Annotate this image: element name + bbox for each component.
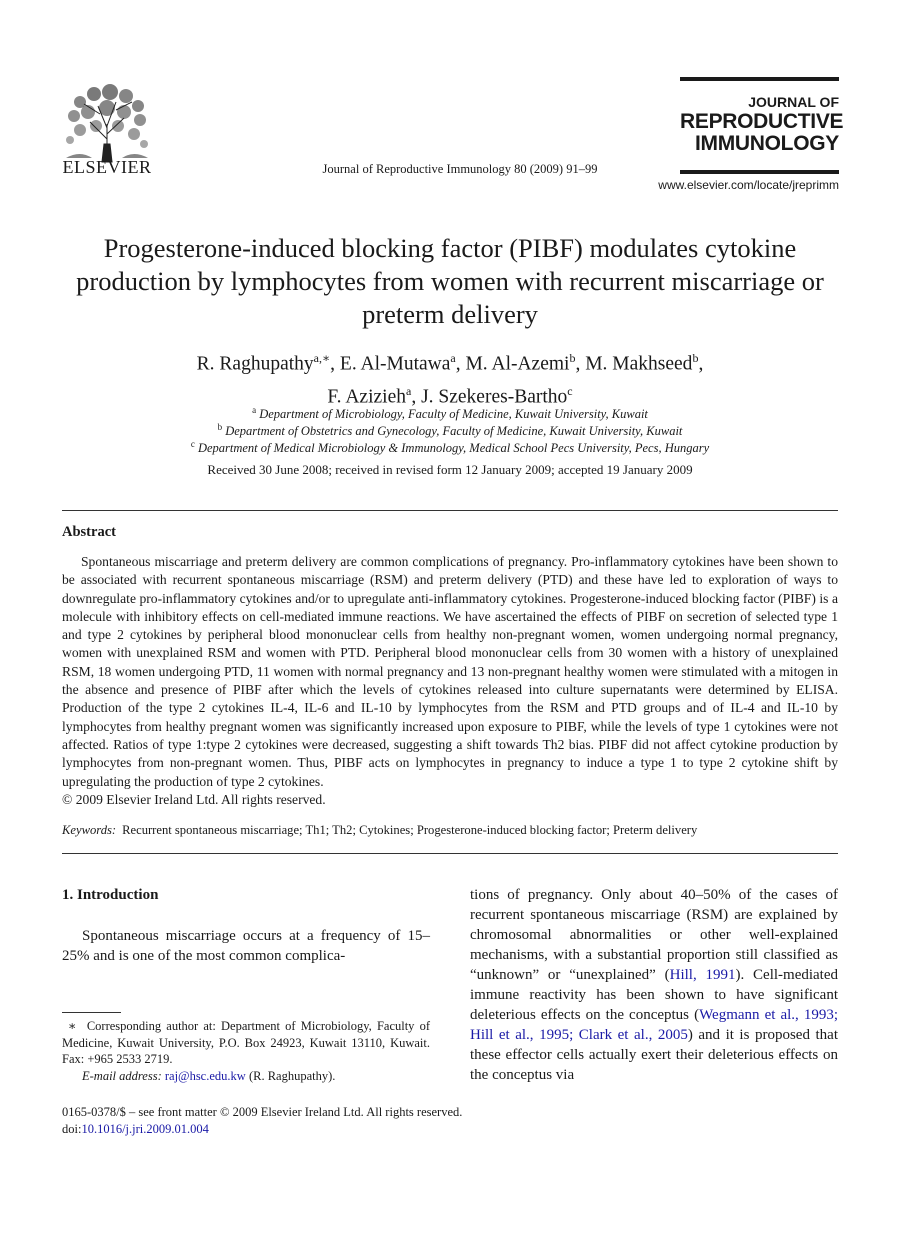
divider xyxy=(62,853,838,854)
divider xyxy=(62,510,838,511)
footnote-marker: ∗ xyxy=(68,1019,77,1033)
citation-link[interactable]: Clark et al., 2005 xyxy=(578,1027,688,1043)
author-name[interactable]: F. Azizieh xyxy=(327,386,406,407)
journal-logo-bottom-bar xyxy=(680,170,839,174)
abstract-body: Spontaneous miscarriage and preterm delivery are common complications of pregnancy. Pro-inflammatory cytokines have been shown to be associated with recurrent spontaneous miscarriage (RSM) and preterm delivery (PTD) and these have led to exploration of ways to downregulate pro-inflammatory cytokines and/or to upregulate anti-inflammatory cytokines. Progesterone-induced blocking factor (PIBF) is a molecule with inhibitory effects on cell-mediated immune reactions. We have ascertained the effects of PIBF on secretion of selected type 1 and type 2 cytokines by peripheral blood mononuclear cells from healthy non-pregnant women, women undergoing normal pregnancy, women with unexplained RSM and women with PTD. Peripheral blood mononuclear cells from 30 women with a history of unexplained RSM, 18 women undergoing PTD, 11 women with normal pregnancy and 13 non-pregnant healthy women were stimulated with a mitogen in the absence and presence of PIBF after which the levels of cytokines released into culture supernatants were determined by ELISA. Production of the type 2 cytokines IL-4, IL-6 and IL-10 by lymphocytes from the RSM and PTD groups and of IL-4 and IL-10 by lymphocytes from healthy pregnant women was significantly increased upon exposure to PIBF, while the levels of type 1 cytokines were not affected. Ratios of type 1:type 2 cytokines were decreased, suggesting a shift towards Th2 bias. PIBF did not affect cytokine production by lymphocytes from non-pregnant women. Thus, PIBF acts on lymphocytes in pregnancy to induce a type 1 to type 2 cytokine shift by upregulating the production of type 2 cytokines. xyxy=(62,554,838,789)
article-title: Progesterone-induced blocking factor (PIBF) modulates cytokine production by lymphocytes from women with recurrent miscarriage or preterm delivery xyxy=(76,233,824,329)
corresponding-author-footnote: ∗ Corresponding author at: Department of Microbiology, Faculty of Medicine, Kuwait University, P.O. Box 24923, Kuwait 13110, Kuwait. Fax: +965 2533 2719. E-mail address: raj@hsc.edu.kw (R. Raghupathy). xyxy=(62,1019,430,1083)
journal-logo-top-bar xyxy=(680,77,839,81)
citation-link[interactable]: Hill et al., 1995 xyxy=(470,1027,570,1043)
affiliation-b: $^b$ Department of Obstetrics and Gynecology, Faculty of Medicine, Kuwait University, Kuwait xyxy=(217,422,683,439)
keywords-label: Keywords: xyxy=(62,823,117,837)
affiliation-c: $^c$ Department of Medical Microbiology & Immunology, Medical School Pecs University, Pecs, Hungary xyxy=(190,439,710,456)
author-list: R. Raghupathy$^{a,∗}$, E. Al-Mutawa$^a$, M. Al-Azemi$^b$, M. Makhseed$^b$, F. Azizieh$^a$, J. Szekeres-Bartho$^c$ xyxy=(196,351,704,407)
citation-link[interactable]: Hill, 1991 xyxy=(669,967,736,983)
introduction-column2-text: tions of pregnancy. Only about 40–50% of the cases of recurrent spontaneous miscarriage (RSM) are explained by chromosomal abnormalities or other well-explained mechanisms, with a substantial proportion still classified as “unknown” or “unexplained” (Hill, 1991). Cell-mediated immune reactivity has been shown to have significant deleterious effects on the conceptus (Wegmann et al., 1993; Hill et al., 1995; Clark et al., 2005) and it is proposed that these effector cells actually exert their deleterious effects on the conceptus via xyxy=(470,887,838,1083)
author-affiliation-marker[interactable]: c xyxy=(567,383,573,398)
author-name[interactable]: M. Makhseed xyxy=(585,353,693,375)
journal-citation: Journal of Reproductive Immunology 80 (2009) 91–99 xyxy=(322,162,598,176)
keywords-list: Recurrent spontaneous miscarriage; Th1; Th2; Cytokines; Progesterone-induced blocking factor; Preterm delivery xyxy=(122,823,698,837)
journal-name-line2: REPRODUCTIVE xyxy=(680,110,844,133)
footnote-rule xyxy=(62,1012,121,1013)
publisher-logo-text: ELSEVIER xyxy=(62,157,152,177)
author-affiliation-marker[interactable]: b xyxy=(692,351,699,365)
section-heading-introduction: 1. Introduction xyxy=(62,887,159,903)
issn-line: 0165-0378/$ – see front matter © 2009 Elsevier Ireland Ltd. All rights reserved. xyxy=(62,1105,463,1119)
keywords xyxy=(62,823,697,838)
journal-url-link[interactable]: www.elsevier.com/locate/jreprimm xyxy=(658,178,839,192)
email-link[interactable]: raj@hsc.edu.kw xyxy=(164,1068,246,1083)
abstract-copyright: © 2009 Elsevier Ireland Ltd. All rights reserved. xyxy=(62,792,326,807)
journal-name-line1: JOURNAL OF xyxy=(748,94,839,110)
author-name[interactable]: J. Szekeres-Bartho xyxy=(421,386,568,407)
journal-name-line3: IMMUNOLOGY xyxy=(695,132,839,155)
author-affiliation-marker[interactable]: a xyxy=(405,383,412,398)
abstract-heading: Abstract xyxy=(62,524,116,540)
author-name[interactable]: E. Al-Mutawa xyxy=(339,353,451,375)
author-name[interactable]: M. Al-Azemi xyxy=(465,353,570,375)
introduction-column1-text: Spontaneous miscarriage occurs at a frequency of 15–25% and is one of the most common complica- xyxy=(62,928,430,964)
author-affiliation-marker[interactable]: a,∗ xyxy=(313,351,331,365)
citation-link[interactable]: Wegmann et al., 1993 xyxy=(699,1007,834,1023)
doi-line: doi:10.1016/j.jri.2009.01.004 xyxy=(62,1122,209,1136)
author-affiliation-marker[interactable]: a xyxy=(450,351,456,365)
received-dates: Received 30 June 2008; received in revised form 12 January 2009; accepted 19 January 2009 xyxy=(207,462,693,477)
doi-link[interactable]: 10.1016/j.jri.2009.01.004 xyxy=(81,1122,209,1136)
author-affiliation-marker[interactable]: b xyxy=(569,351,576,365)
author-name[interactable]: R. Raghupathy xyxy=(196,353,314,375)
affiliation-a: $^a$ Department of Microbiology, Faculty of Medicine, Kuwait University, Kuwait xyxy=(252,405,648,422)
